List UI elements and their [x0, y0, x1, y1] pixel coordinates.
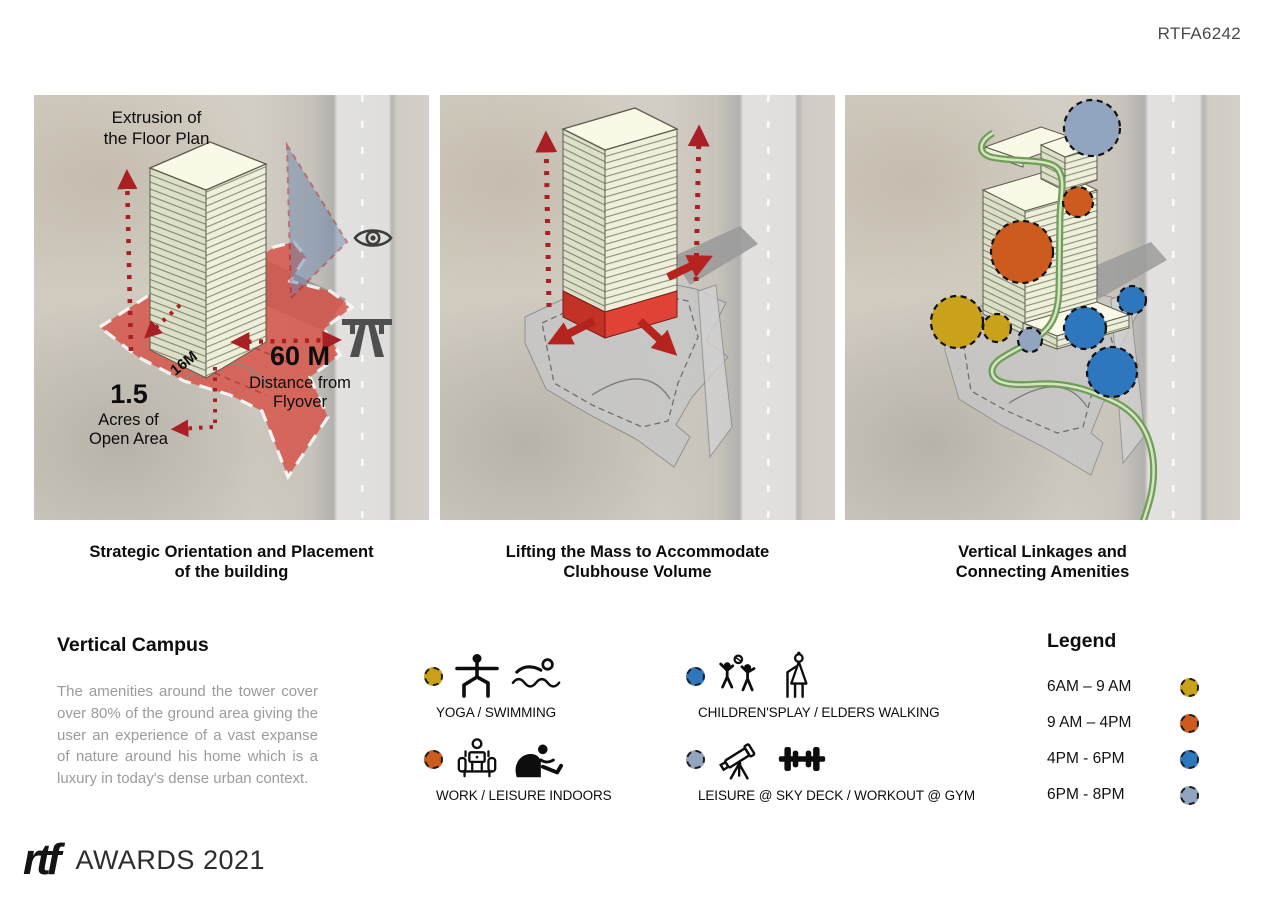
swimming-icon — [511, 656, 563, 696]
eye-icon — [355, 231, 391, 246]
amenity-row-work-leisure — [424, 733, 612, 785]
time-dot — [1180, 678, 1199, 697]
plot-width-label: 16M — [167, 347, 201, 380]
time-dot — [424, 750, 443, 769]
amenity-node — [991, 221, 1053, 283]
time-dot — [424, 667, 443, 686]
amenity-node — [931, 296, 983, 348]
amenity-node — [1064, 307, 1106, 349]
distance-value: 60 M — [269, 341, 331, 371]
legend-label: 6AM – 9 AM — [1047, 678, 1132, 695]
lifting-diagram — [440, 95, 835, 520]
amenity-label: WORK / LEISURE INDOORS — [436, 788, 612, 803]
cast-shadow — [672, 226, 758, 285]
amenity-node — [1118, 286, 1146, 314]
section-body: The amenities around the tower cover over 80% of the ground area giving the user an experience of a vast expanse of nature around his home which is a luxury in today's dense urban context. — [57, 683, 318, 788]
open-area-value: 1.5 — [110, 379, 148, 409]
time-dot — [1180, 714, 1199, 733]
dumbbell-icon — [777, 742, 827, 776]
time-dot — [686, 750, 705, 769]
work-couch-icon — [455, 736, 499, 782]
legend-title: Legend — [1047, 630, 1117, 652]
leisure-recline-icon — [511, 738, 563, 780]
legend-row — [1047, 669, 1199, 705]
time-dot — [686, 667, 705, 686]
amenity-node — [1064, 100, 1120, 156]
amenity-label: YOGA / SWIMMING — [436, 705, 557, 720]
amenity-node — [1063, 187, 1093, 217]
legend-label: 6PM - 8PM — [1047, 786, 1125, 803]
diagram-panel-orientation — [34, 95, 429, 520]
time-dot — [1180, 786, 1199, 805]
amenity-group-1 — [424, 650, 612, 816]
legend-label: 4PM - 6PM — [1047, 750, 1125, 767]
amenity-label: LEISURE @ SKY DECK / WORKOUT @ GYM — [698, 788, 976, 803]
legend-row — [1047, 705, 1199, 741]
rtf-logo: rtf — [23, 835, 58, 884]
diagram-panel-linkages — [845, 95, 1240, 520]
distance-label: Distance from Flyover — [249, 374, 351, 411]
extrusion-label: Extrusion of the Floor Plan — [103, 108, 210, 148]
telescope-icon — [717, 736, 765, 782]
legend-label: 9 AM – 4PM — [1047, 714, 1132, 731]
amenity-group-2 — [686, 650, 975, 816]
children-play-icon — [717, 652, 767, 700]
linkages-diagram — [845, 95, 1240, 520]
elder-walking-icon — [779, 651, 813, 701]
diagram-panel-lifting — [440, 95, 835, 520]
amenity-node — [1087, 347, 1137, 397]
footer — [23, 835, 266, 884]
panel-caption-orientation: Strategic Orientation and Placement of the building — [89, 543, 374, 581]
awards-text: AWARDS 2021 — [75, 844, 266, 875]
open-area-label: Acres of Open Area — [89, 411, 168, 448]
amenity-label: CHILDREN'SPLAY / ELDERS WALKING — [698, 705, 940, 720]
panel-caption-lifting: Lifting the Mass to Accommodate Clubhouse Volume — [505, 543, 770, 581]
entry-code: RTFA6242 — [1157, 24, 1241, 43]
orientation-diagram — [34, 95, 429, 520]
tower-mass — [563, 108, 677, 338]
view-cone — [287, 145, 347, 298]
amenity-node — [1018, 328, 1042, 352]
yoga-icon — [455, 653, 499, 699]
amenity-row-skydeck-gym — [686, 733, 975, 785]
time-dot — [1180, 750, 1199, 769]
legend-row — [1047, 777, 1199, 813]
about-section — [57, 634, 318, 790]
legend — [1047, 630, 1199, 813]
amenity-node — [983, 314, 1011, 342]
legend-row — [1047, 741, 1199, 777]
amenity-row-yoga-swimming — [424, 650, 612, 702]
panel-caption-linkages: Vertical Linkages and Connecting Amenities — [955, 543, 1130, 581]
amenity-row-children-elders — [686, 650, 975, 702]
section-title: Vertical Campus — [57, 634, 209, 656]
